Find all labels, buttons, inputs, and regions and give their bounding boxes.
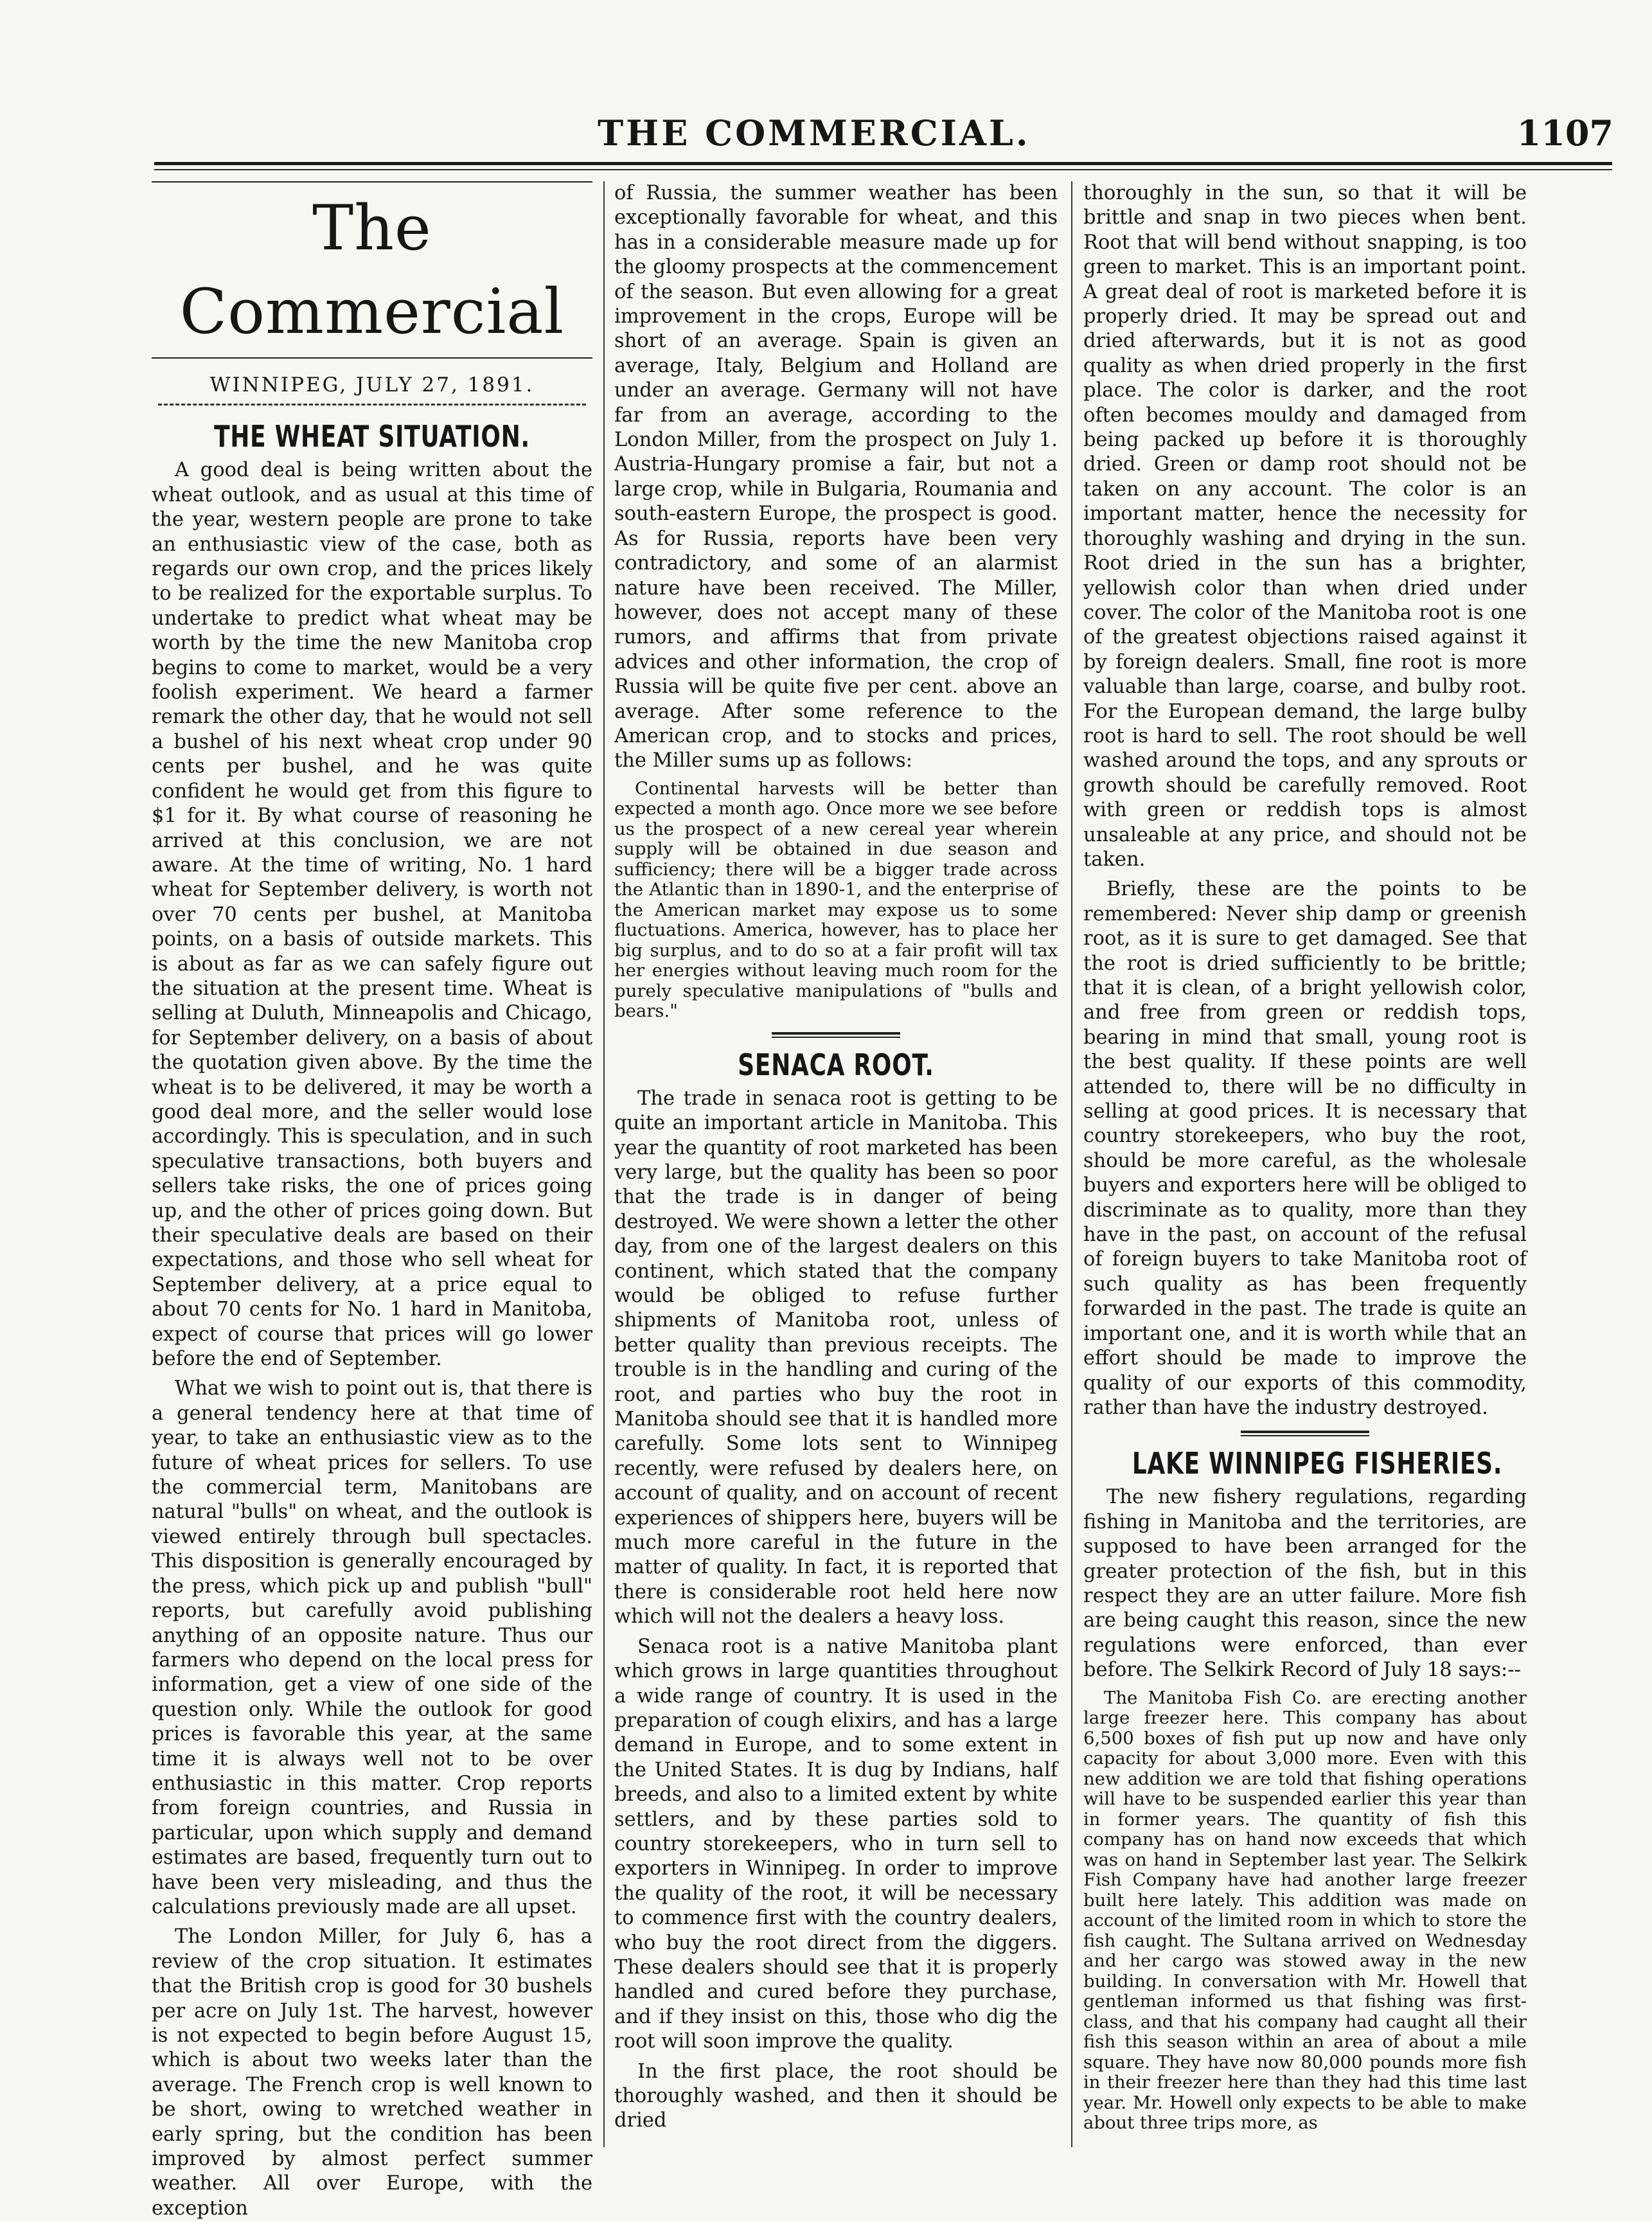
header-rule [154, 162, 1612, 165]
column-divider [603, 181, 605, 2147]
fisheries-headline: LAKE WINNIPEG FISHERIES. [1132, 1446, 1503, 1481]
fisheries-paragraph: The new fishery regulations, regarding fishing in Manitoba and the territories, are supposed to have been arranged for the greater protection of the fish, but in this respect they are an utter failure. More fish are being caught this reason, since the new regulations were enforced, than ever before. The Selkirk Record of July 18 says:-- [1083, 1486, 1527, 1682]
senaca-paragraph: In the first place, the root should be thoroughly washed, and then it should be dried [614, 2060, 1058, 2132]
senaca-paragraph: Senaca root is a native Manitoba plant which grows in large quantities throughout a wide range of country. It is used in the preparation of cough elixirs, and has a large demand in Europe, and to some extent in the United States. It is dug by Indians, half breeds, and also to a limited extent by white settlers, and by these parties sold to country storekeepers, who in turn sell to exporters in Winnipeg. In order to improve the quality of the root, it will be necessary to commence first with the country dealers, who buy the root direct from the diggers. These dealers should see that it is properly handled and cured before they purchase, and if they insist on this, those who dig the root will soon improve the quality. [614, 1635, 1058, 2053]
senaca-paragraph: Briefly, these are the points to be remembered: Never ship damp or greenish root, as it is sure to get damaged. See that the root is dried sufficiently to be brittle; that it is clean, of a bright yellowish color, and free from green or reddish tops, bearing in mind that small, young root is the best quality. If these points are well attended to, there will be no difficulty in selling at good prices. It is necessary that country storekeepers, who buy the root, should be more careful, as the wholesale buyers and exporters here will be obliged to discriminate as to quality, more than they have in the past, on account of the refusal of foreign buyers to take Manitoba root of such quality as has been frequently forwarded in the past. The trade is quite an important one, and it is worth while that an effort should be made to improve the quality of our exports of this commodity, rather than have the industry destroyed. [1083, 878, 1527, 1419]
column-1 [152, 181, 592, 2220]
wheat-paragraph: A good deal is being written about the wheat outlook, and as usual at this time of the year, western people are prone to take an enthusiastic view of the case, both as regards our own crop, and the prices likely to be realized for the exportable surplus. To undertake to predict what wheat may be worth by the time the new Manitoba crop begins to come to market, would be a very foolish experiment. We heard a farmer remark the other day, that he would not sell a bushel of his next wheat crop under 90 cents per bushel, and he was quite confident he would get from this figure to $1 for it. By what course of reasoning he arrived at this conclusion, we are not aware. At the time of writing, No. 1 hard wheat for September delivery, is worth not over 70 cents per bushel, at Manitoba points, on a basis of outside markets. This is about as far as we can safely figure out the situation at the present time. Wheat is selling at Duluth, Minneapolis and Chicago, for September delivery, on a basis of about the quotation given above. By the time the wheat is to be delivered, it may be worth a good deal more, and the seller would lose accordingly. This is speculation, and in such speculative transactions, both buyers and sellers take risks, the one of prices going up, and the other of prices going down. But their speculative deals are based on their expectations, and those who sell wheat for September delivery, at a price equal to about 70 cents for No. 1 hard in Manitoba, expect of course that prices will go lower before the end of September. [152, 459, 592, 1371]
wheat-paragraph: What we wish to point out is, that there is a general tendency here at that time of year, to take an enthusiastic view as to the future of wheat prices for sellers. To use the commercial term, Manitobans are natural "bulls" on wheat, and the outlook is viewed entirely through bull spectacles. This disposition is generally encouraged by the press, which pick up and publish "bull" reports, but carefully avoid publishing anything of an opposite nature. Thus our farmers who depend on the local press for information, get a view of one side of the question only. While the outlook for good prices is favorable this year, at the same time it is always well not to be over enthusiastic in this matter. Crop reports from foreign countries, and Russia in particular, upon which supply and demand estimates are based, frequently turn out to have been very misleading, and thus the calculations previously made are all upset. [152, 1377, 592, 1918]
masthead-rule [152, 357, 592, 359]
senaca-paragraph: The trade in senaca root is getting to be quite an important article in Manitoba. This year the quantity of root marketed has been very large, but the quality has been so poor that the trade is in danger of being destroyed. We were shown a letter the other day, from one of the largest dealers on this continent, which stated that the company would be obliged to refuse further shipments of Manitoba root, unless of better quality than previous receipts. The trouble is in the handling and curing of the root, and parties who buy the root in Manitoba should see that it is handled more carefully. Some lots sent to Winnipeg recently, were refused by dealers here, on account of quality, and on account of recent experiences of shippers here, buyers will be much more careful in the future in the matter of quality. In fact, it is reported that there is considerable root held here now which will not the dealers a heavy loss. [614, 1087, 1058, 1628]
dateline: WINNIPEG, JULY 27, 1891. [209, 373, 535, 397]
running-head [0, 112, 1652, 157]
masthead-rule [152, 181, 592, 183]
section-separator [772, 1032, 900, 1038]
senaca-paragraph: thoroughly in the sun, so that it will be brittle and snap in two pieces when bent. Root that will bend without snapping, is too green to market. This is an important point. A great deal of root is marketed before it is properly dried. It may be spread out and dried afterwards, but it is not as good quality as when dried properly in the first place. The color is darker, and the root often becomes mouldy and damaged from being packed up before it is thoroughly dried. Green or damp root should not be taken on any account. The color is an important matter, hence the necessity for thoroughly washing and drying in the sun. Root dried in the sun has a brighter, yellowish color than when dried under cover. The color of the Manitoba root is one of the greatest objections raised against it by foreign dealers. Small, fine root is more valuable than large, coarse, and bulby root. For the European demand, the large bulby root is hard to sell. The root should be well washed around the tops, and any sprouts or growth should be carefully removed. Root with green or reddish tops is almost unsaleable at any price, and should not be taken. [1083, 182, 1527, 871]
column-2 [614, 181, 1058, 2150]
wheat-paragraph: The London Miller, for July 6, has a review of the crop situation. It estimates that the British crop is good for 30 bushels per acre on July 1st. The harvest, however is not expected to begin before August 15, which is about two weeks later than the average. The French crop is well known to be short, owing to wretched weather in early spring, but the condition has been improved by almost perfect summer weather. All over Europe, with the exception [152, 1925, 592, 2220]
senaca-headline: SENACA ROOT. [738, 1047, 934, 1082]
masthead-title: The Commercial [179, 192, 565, 348]
wheat-paragraph: of Russia, the summer weather has been exceptionally favorable for wheat, and this has in a considerable measure made up for the gloomy prospects at the commencement of the season. But even allowing for a great improvement in the crops, Europe will be short of an average. Spain is given an average, Italy, Belgium and Holland are under an average. Germany will not have far from an average, according to the London Miller, from the prospect on July 1. Austria-Hungary promise a fair, but not a large crop, while in Bulgaria, Roumania and south-eastern Europe, the prospect is good. As for Russia, reports have been very contradictory, and some of an alarmist nature have been received. The Miller, however, does not accept many of these rumors, and affirms that from private advices and other information, the crop of Russia will be quite five per cent. above an average. After some reference to the American crop, and to stocks and prices, the Miller sums up as follows: [614, 182, 1058, 772]
section-separator [1241, 1431, 1369, 1436]
header-rule-thin [154, 169, 1612, 170]
running-head-title: THE COMMERCIAL. [598, 112, 1031, 154]
column-divider [1071, 181, 1072, 2147]
wheat-headline: THE WHEAT SITUATION. [214, 419, 530, 454]
page-number: 1107 [1516, 112, 1613, 154]
column-3 [1083, 181, 1527, 2150]
fisheries-quote: The Manitoba Fish Co. are erecting another large freezer here. This company has about 6,500 boxes of fish put up now and have only capacity for about 3,000 more. Even with this new addition we are told that fishing operations will have to be suspended earlier this year than in former years. The quantity of fish this company has on hand now exceeds that which was on hand in September last year. The Selkirk Fish Company have had another large freezer built here lately. This addition was made on account of the limited room in which to store the fish caught. The Sultana arrived on Wednesday and her cargo was stowed away in the new building. In conversation with Mr. Howell that gentleman informed us that fishing was first-class, and that his company had caught all their fish this season within an area of about a mile square. They have now 80,000 pounds more fish in their freezer here than they had this time last year. Mr. Howell only expects to be able to make about three trips more, as [1083, 1687, 1527, 2134]
dateline-rule [158, 404, 586, 406]
wheat-quote: Continental harvests will be better than expected a month ago. Once more we see before us the prospect of a new cereal year wherein supply will be obtained in due season and sufficiency; there will be a bigger trade across the Atlantic than in 1890-1, and the enterprise of the American market may expose us to some fluctuations. America, however, has to place her big surplus, and to do so at a fair profit will tax her energies without leaving much room for the purely speculative manipulations of "bulls and bears." [614, 778, 1058, 1022]
